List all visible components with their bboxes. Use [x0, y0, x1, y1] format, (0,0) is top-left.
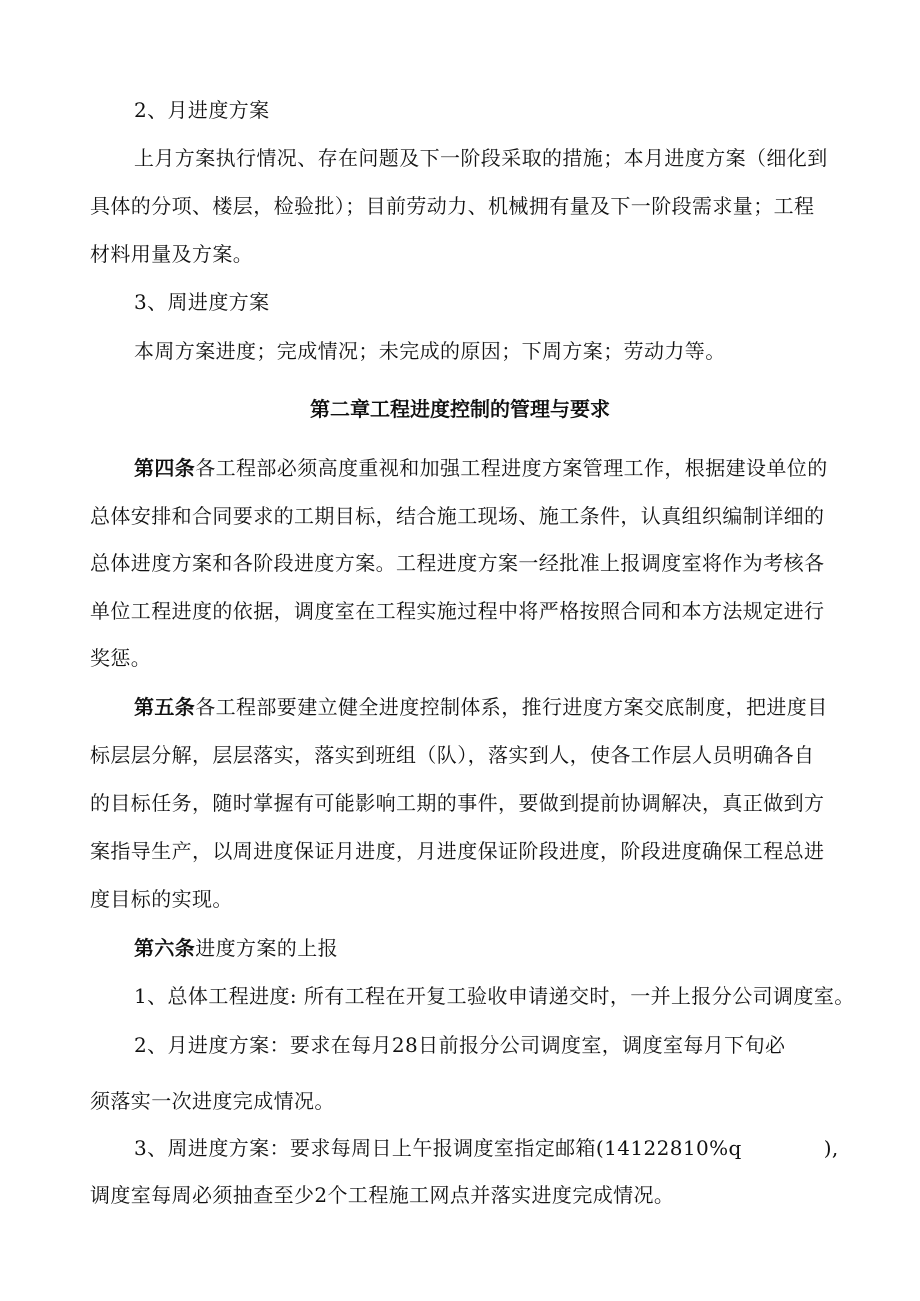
article5-line-3: 的目标任务，随时掌握有可能影响工期的事件，要做到提前协调解决，真正做到方: [90, 791, 825, 815]
article6-item3-text: 3、周进度方案：要求每周日上午报调度室指定邮箱(14122810%q: [134, 1136, 742, 1160]
article4-line-2: 总体安排和合同要求的工期目标，结合施工现场、施工条件，认真组织编制详细的: [90, 504, 825, 528]
article5-label: 第五条: [134, 695, 196, 719]
chapter-title: 第二章工程进度控制的管理与要求: [310, 397, 610, 421]
article4-line-1-text: 各工程部必须高度重视和加强工程进度方案管理工作，根据建设单位的: [195, 456, 828, 480]
article6-item2-line-2: 须落实一次进度完成情况。: [90, 1089, 335, 1113]
section-week-title: 3、周进度方案: [134, 290, 270, 314]
section-month-line-3: 材料用量及方案。: [90, 242, 254, 266]
article6-item3-line-2: 调度室每周必须抽查至少2个工程施工网点并落实进度完成情况。: [90, 1183, 675, 1207]
article4-line-3: 总体进度方案和各阶段进度方案。工程进度方案一经批准上报调度室将作为考核各: [90, 551, 825, 575]
article4-line-1: [134, 453, 828, 483]
article5-line-5: 度目标的实现。: [90, 887, 233, 911]
article5-line-4: 案指导生产，以周进度保证月进度，月进度保证阶段进度，阶段进度确保工程总进: [90, 839, 825, 863]
article6-item3-line-1: [134, 1133, 839, 1163]
article4-label: 第四条: [134, 456, 196, 480]
article6-item1: 1、总体工程进度: 所有工程在开复工验收申请递交时，一并上报分公司调度室。: [134, 984, 855, 1008]
article4-line-4: 单位工程进度的依据，调度室在工程实施过程中将严格按照合同和本方法规定进行: [90, 599, 825, 623]
article5-line-1-text: 各工程部要建立健全进度控制体系，推行进度方案交底制度，把进度目: [195, 695, 828, 719]
article6-item3-close: ),: [823, 1136, 839, 1160]
section-week-line: 本周方案进度；完成情况；未完成的原因；下周方案；劳动力等。: [134, 339, 726, 363]
article6-title-line: [134, 933, 828, 963]
article5-line-2: 标层层分解，层层落实，落实到班组（队），落实到人，使各工作层人员明确各自: [90, 743, 815, 767]
article5-line-1: [134, 692, 828, 722]
article6-title: 进度方案的上报: [195, 936, 339, 960]
section-month-line-1: 上月方案执行情况、存在问题及下一阶段采取的措施；本月进度方案（细化到: [134, 146, 828, 170]
article6-label: 第六条: [134, 936, 196, 960]
article4-line-5: 奖惩。: [90, 646, 152, 670]
section-month-line-2: 具体的分项、楼层，检验批）；目前劳动力、机械拥有量及下一阶段需求量；工程: [90, 194, 815, 218]
article6-item2-line-1: 2、月进度方案：要求在每月28日前报分公司调度室，调度室每月下旬必: [134, 1033, 786, 1057]
section-month-title: 2、月进度方案: [134, 98, 270, 122]
